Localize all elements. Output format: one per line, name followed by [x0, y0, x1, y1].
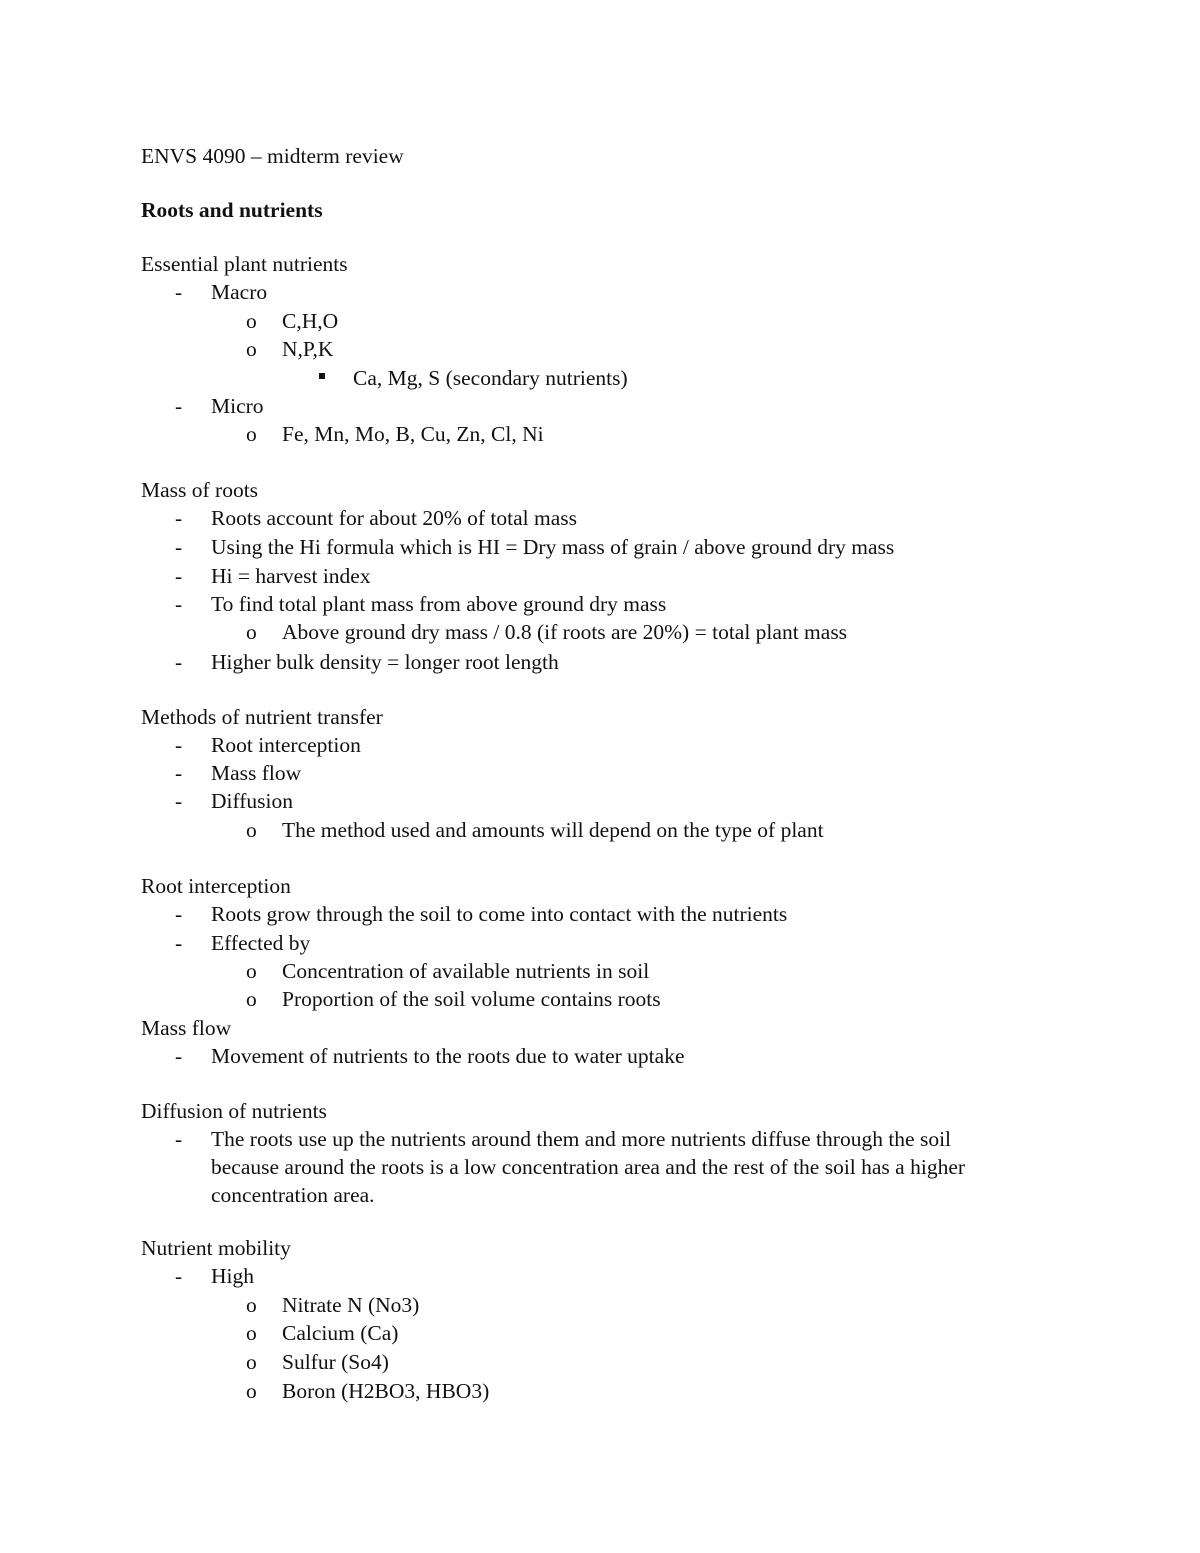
dash-marker: - — [175, 592, 183, 616]
dash-marker: - — [175, 761, 183, 785]
paragraph-line: The roots use up the nutrients around them and more nutrients diffuse through the soil — [211, 1127, 952, 1151]
mass-flow-heading: Mass flow — [141, 1016, 232, 1040]
list-item: Diffusion — [211, 789, 294, 813]
high-item: High — [211, 1264, 254, 1288]
list-item: Concentration of available nutrients in soil — [282, 959, 650, 983]
list-item: Nitrate N (No3) — [282, 1293, 420, 1317]
list-item: Movement of nutrients to the roots due to water uptake — [211, 1044, 685, 1068]
list-item: Mass flow — [211, 761, 302, 785]
list-item: Boron (H2BO3, HBO3) — [282, 1379, 490, 1403]
document-header: ENVS 4090 – midterm review — [141, 144, 404, 168]
circle-bullet: o — [246, 422, 257, 446]
list-item: Effected by — [211, 931, 311, 955]
essential-heading: Essential plant nutrients — [141, 252, 348, 276]
list-item: Root interception — [211, 733, 361, 757]
square-bullet-icon — [319, 373, 325, 379]
dash-marker: - — [175, 394, 183, 418]
circle-bullet: o — [246, 818, 257, 842]
list-item: Hi = harvest index — [211, 564, 371, 588]
dash-marker: - — [175, 535, 183, 559]
dash-marker: - — [175, 931, 183, 955]
circle-bullet: o — [246, 987, 257, 1011]
list-item: Calcium (Ca) — [282, 1321, 399, 1345]
circle-bullet: o — [246, 1350, 257, 1374]
mobility-heading: Nutrient mobility — [141, 1236, 291, 1260]
paragraph-line: concentration area. — [211, 1183, 375, 1207]
circle-bullet: o — [246, 1293, 257, 1317]
circle-bullet: o — [246, 337, 257, 361]
list-item: Sulfur (So4) — [282, 1350, 389, 1374]
dash-marker: - — [175, 902, 183, 926]
dash-marker: - — [175, 650, 183, 674]
micro-item: Micro — [211, 394, 264, 418]
macro-cho: C,H,O — [282, 309, 339, 333]
dash-marker: - — [175, 1264, 183, 1288]
list-item: Using the Hi formula which is HI = Dry mass of grain / above ground dry mass — [211, 535, 895, 559]
circle-bullet: o — [246, 959, 257, 983]
list-item: Proportion of the soil volume contains roots — [282, 987, 661, 1011]
section-title: Roots and nutrients — [141, 198, 323, 222]
root-interception-heading: Root interception — [141, 874, 291, 898]
dash-marker: - — [175, 733, 183, 757]
dash-marker: - — [175, 506, 183, 530]
circle-bullet: o — [246, 309, 257, 333]
mass-roots-heading: Mass of roots — [141, 478, 259, 502]
diffusion-heading: Diffusion of nutrients — [141, 1099, 327, 1123]
circle-bullet: o — [246, 620, 257, 644]
methods-heading: Methods of nutrient transfer — [141, 705, 383, 729]
circle-bullet: o — [246, 1321, 257, 1345]
list-item: To find total plant mass from above ground dry mass — [211, 592, 667, 616]
list-item: Above ground dry mass / 0.8 (if roots are 20%) = total plant mass — [282, 620, 848, 644]
list-item: The method used and amounts will depend on the type of plant — [282, 818, 824, 842]
macro-item: Macro — [211, 280, 268, 304]
list-item: Roots account for about 20% of total mass — [211, 506, 578, 530]
macro-npk: N,P,K — [282, 337, 334, 361]
circle-bullet: o — [246, 1379, 257, 1403]
paragraph-line: because around the roots is a low concentration area and the rest of the soil has a higher — [211, 1155, 966, 1179]
secondary-nutrients: Ca, Mg, S (secondary nutrients) — [353, 366, 628, 390]
list-item: Higher bulk density = longer root length — [211, 650, 559, 674]
dash-marker: - — [175, 1044, 183, 1068]
dash-marker: - — [175, 280, 183, 304]
list-item: Roots grow through the soil to come into contact with the nutrients — [211, 902, 788, 926]
dash-marker: - — [175, 1127, 183, 1151]
dash-marker: - — [175, 789, 183, 813]
micro-list: Fe, Mn, Mo, B, Cu, Zn, Cl, Ni — [282, 422, 544, 446]
dash-marker: - — [175, 564, 183, 588]
